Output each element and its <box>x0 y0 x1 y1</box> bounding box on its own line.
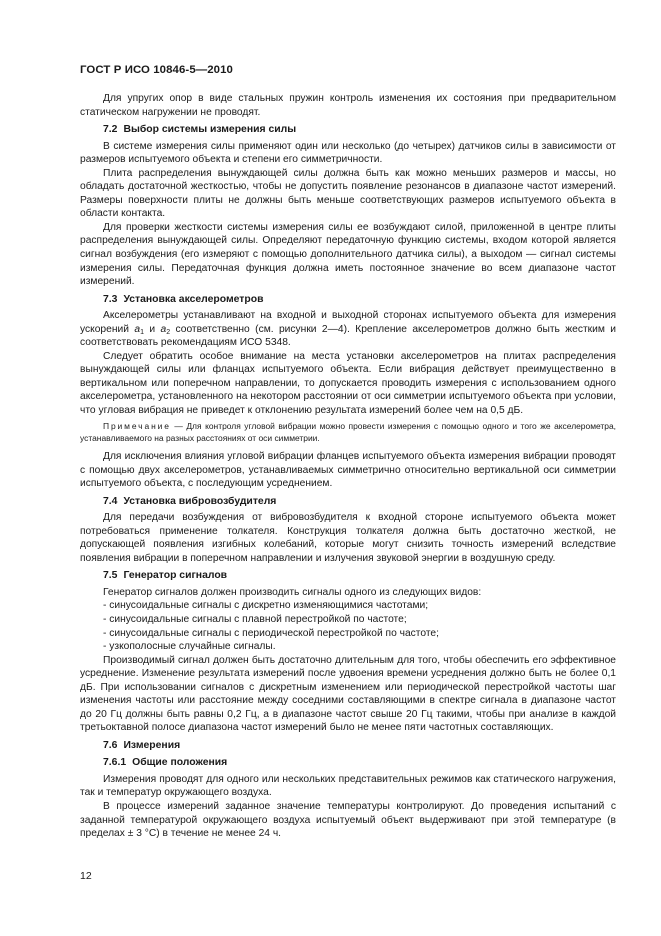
list-item: - узкополосные случайные сигналы. <box>103 641 276 653</box>
section-7-6-1-heading <box>103 756 616 770</box>
section-title: Установка акселерометров <box>123 293 264 305</box>
section-title: Общие положения <box>132 757 228 769</box>
paragraph: Производимый сигнал должен быть достаточно длительным для того, чтобы обеспечить его эффективное усреднение. Изменение результата измерений после удвоения времени усреднения должно быть не более 0,1 дБ. При использовании сигналов с дискретным изменением или периодической перестройкой частоты шаг изменения частоты или расстояние между соседними составляющими в спектре сигнала в диапазоне частот до 20 Гц должны быть равны 0,2 Гц, а в диапазоне частот свыше 20 Гц такими, чтобы при анализе в каждой третьоктавной полосе диапазона частот измерений было не менее пяти частотных составляющих. <box>80 654 616 734</box>
section-7-5-heading <box>103 569 616 583</box>
paragraph: Для проверки жесткости системы измерения силы ее возбуждают силой, приложенной в центре плиты распределения вынуждающей силы. Определяют передаточную функцию системы, входом которой является сигнал возбуждения (его измеряют с помощью дополнительного датчика силы), а выходом — сигнал системы измерения силы. Передаточная функция должна иметь постоянное значение во всем диапазоне частот измерений. <box>80 221 616 288</box>
section-number: 7.4 <box>103 495 118 507</box>
paragraph-intro: Для упругих опор в виде стальных пружин контроль изменения их состояния при предварительном статическом нагружении не проводят. <box>80 93 616 118</box>
section-number: 7.3 <box>103 293 118 305</box>
section-number: 7.6.1 <box>103 757 127 769</box>
section-title: Измерения <box>123 739 181 751</box>
paragraph: Следует обратить особое внимание на места установки акселерометров на плитах распределения вынуждающей силы или фланцах испытуемого объекта. Если вибрация действует преимущественно в вертикальном или поперечном направлении, то допускается проводить измерения с использованием одного акселерометра, установленного на некотором расстоянии от оси симметрии испытуемого объекта при условии, что угловая вибрация не приведет к отклонению результата измерений более чем на 0,5 дБ. <box>80 350 616 416</box>
paragraph: Генератор сигналов должен производить сигналы одного из следующих видов: <box>103 586 482 598</box>
paragraph-accelerometers: Акселерометры устанавливают на входной и выходной сторонах испытуемого объекта для измерения ускорений $a_1$ и $a_2$ соответственно (см. рисунки 2—4). Крепление акселерометров должно быть жестким и соответствовать рекомендациям ИСО 5348. <box>80 310 617 349</box>
paragraph: Для исключения влияния угловой вибрации фланцев испытуемого объекта измерения вибрации проводят с помощью двух акселерометров, устанавливаемых симметрично относительно вертикальной оси симметрии испытуемого объекта, с последующим усреднением. <box>80 451 616 490</box>
section-number: 7.6 <box>103 739 118 751</box>
section-title: Генератор сигналов <box>123 570 228 582</box>
paragraph: Измерения проводят для одного или нескольких представительных режимов как статического нагружения, так и температур окружающего воздуха. <box>80 773 616 799</box>
list-item: - синусоидальные сигналы с дискретно изменяющимися частотами; <box>103 600 429 612</box>
page-number: 12 <box>80 870 92 882</box>
section-title: Установка вибровозбудителя <box>123 495 277 507</box>
paragraph: В процессе измерений заданное значение температуры контролируют. До проведения испытаний с заданной температурой окружающего воздуха испытуемый объект выдерживают при этой температуре (в пределах ± 3 °С) в течение не менее 24 ч. <box>80 801 616 840</box>
page-body <box>80 92 616 841</box>
section-number: 7.5 <box>103 570 118 582</box>
note-label: Примечание <box>103 421 171 432</box>
note-text: — Для контроля угловой вибрации можно провести измерения с помощью одного и того же акселерометра, устанавливаемого на разных расстояниях от оси симметрии. <box>80 421 616 444</box>
section-7-6-heading <box>103 739 616 753</box>
section-title: Выбор системы измерения силы <box>123 124 297 136</box>
document-header: ГОСТ Р ИСО 10846-5—2010 <box>80 64 233 76</box>
section-number: 7.2 <box>103 124 118 136</box>
section-7-4-heading <box>103 495 616 509</box>
list-item: - синусоидальные сигналы с периодической перестройкой по частоте; <box>103 627 439 639</box>
paragraph: Плита распределения вынуждающей силы должна быть как можно меньших размеров и массы, но обладать достаточной жесткостью, чтобы не допустить появление резонансов в диапазоне частот измерений. Размеры поверхности плиты не должны быть меньше соответствующих размеров испытуемого объекта в области контакта. <box>80 167 616 220</box>
section-7-2-heading <box>103 123 616 137</box>
note <box>80 421 616 445</box>
list-item: - синусоидальные сигналы с плавной перестройкой по частоте; <box>103 614 407 625</box>
section-7-3-heading <box>103 293 616 307</box>
paragraph: Для передачи возбуждения от вибровозбудителя к входной стороне испытуемого объекта может потребоваться применение толкателя. Конструкция толкателя должна быть достаточно жесткой, не допускающей появления изгибных колебаний, которые могут снизить точность измерений вследствие появления вибрации в поперечном направлении и излучения звуковой энергии в воздушную среду. <box>80 512 616 564</box>
paragraph: В системе измерения силы применяют один или несколько (до четырех) датчиков силы в зависимости от размеров испытуемого объекта и степени его симметричности. <box>80 140 616 166</box>
